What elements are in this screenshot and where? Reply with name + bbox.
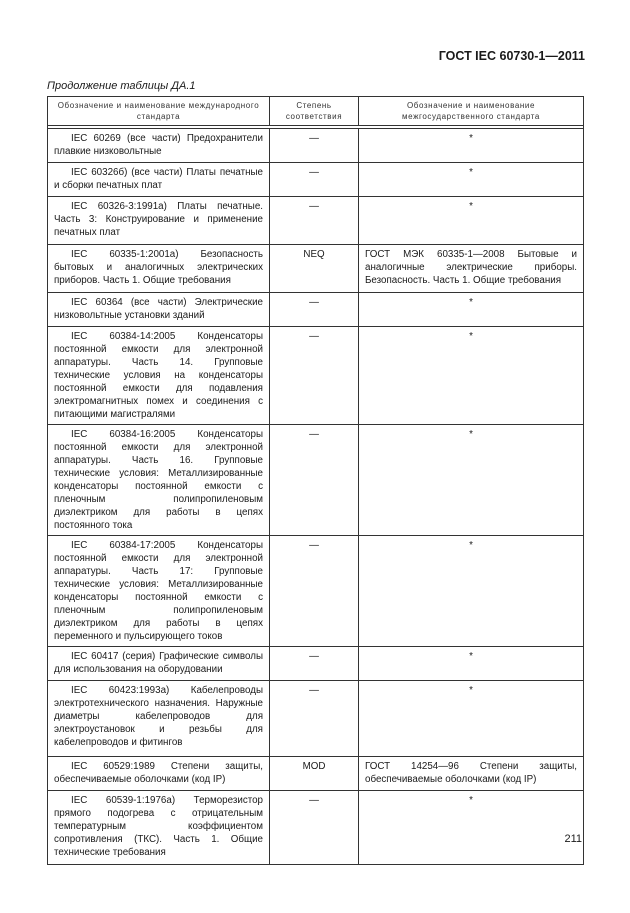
table-row bbox=[48, 536, 584, 647]
degree-of-conformity: — bbox=[270, 681, 359, 757]
table-header-row bbox=[48, 97, 584, 126]
interstate-standard: * bbox=[359, 536, 584, 647]
interstate-standard: * bbox=[359, 129, 584, 163]
degree-of-conformity: — bbox=[270, 425, 359, 536]
international-standard: IEC 60384-16:2005 Конденсаторы постоянной емкости для электронной аппаратуры. Часть 16. Групповые технические условия: Металлизированные конденсаторы постоянной емкости с пленочным полипропиленовым диэлектриком для работы в цепях постоянного тока bbox=[48, 425, 270, 536]
degree-of-conformity: MOD bbox=[270, 757, 359, 791]
degree-of-conformity: NEQ bbox=[270, 245, 359, 293]
document-id: ГОСТ IEC 60730-1—2011 bbox=[438, 49, 585, 63]
interstate-standard: ГОСТ 14254—96 Степени защиты, обеспечиваемые оболочками (код IP) bbox=[359, 757, 584, 791]
table-row bbox=[48, 293, 584, 327]
degree-of-conformity: — bbox=[270, 647, 359, 681]
standards-table bbox=[47, 96, 584, 865]
degree-of-conformity: — bbox=[270, 129, 359, 163]
page-number: 211 bbox=[564, 833, 582, 845]
international-standard: IEC 60384-14:2005 Конденсаторы постоянной емкости для электронной аппаратуры. Часть 14. Групповые технические условия на конденсаторы постоянной емкости для подавления электромагнитных помех и соединения с питающими магистралями bbox=[48, 327, 270, 425]
table-row bbox=[48, 245, 584, 293]
international-standard: IEC 60384-17:2005 Конденсаторы постоянной емкости для электронной аппаратуры. Часть 17: Групповые технические условия: Металлизированные конденсаторы постоянной емкости с пленочным полипропиленовым диэлектриком для работы в цепях переменного и пульсирующего токов bbox=[48, 536, 270, 647]
interstate-standard: * bbox=[359, 327, 584, 425]
international-standard: IEC 60364 (все части) Электрические низковольтные установки зданий bbox=[48, 293, 270, 327]
table-row bbox=[48, 791, 584, 865]
table-row bbox=[48, 163, 584, 197]
table-row bbox=[48, 425, 584, 536]
international-standard: IEC 60417 (серия) Графические символы для использования на оборудовании bbox=[48, 647, 270, 681]
international-standard: IEC 60529:1989 Степени защиты, обеспечиваемые оболочками (код IP) bbox=[48, 757, 270, 791]
international-standard: IEC 60269 (все части) Предохранители плавкие низковольтные bbox=[48, 129, 270, 163]
international-standard: IEC 60539-1:1976а) Терморезистор прямого подогрева с отрицательным температурным коэффициентом сопротивления (ТКС). Часть 1. Общие технические требования bbox=[48, 791, 270, 865]
degree-of-conformity: — bbox=[270, 327, 359, 425]
interstate-standard: * bbox=[359, 791, 584, 865]
interstate-standard: * bbox=[359, 647, 584, 681]
table-caption: Продолжение таблицы ДА.1 bbox=[47, 80, 196, 92]
interstate-standard: ГОСТ МЭК 60335-1—2008 Бытовые и аналогичные электрические приборы. Безопасность. Часть 1. Общие требования bbox=[359, 245, 584, 293]
international-standard: IEC 60326б) (все части) Платы печатные и сборки печатных плат bbox=[48, 163, 270, 197]
table-row bbox=[48, 197, 584, 245]
interstate-standard: * bbox=[359, 163, 584, 197]
col-header-degree: Степень соответствия bbox=[270, 97, 359, 126]
table-row bbox=[48, 757, 584, 791]
table-row bbox=[48, 129, 584, 163]
interstate-standard: * bbox=[359, 293, 584, 327]
international-standard: IEC 60423:1993а) Кабелепроводы электротехнического назначения. Наружные диаметры кабелепроводов для электроустановок и резьбы для кабелепроводов и фитингов bbox=[48, 681, 270, 757]
international-standard: IEC 60326-3:1991а) Платы печатные. Часть 3: Конструирование и применение печатных плат bbox=[48, 197, 270, 245]
degree-of-conformity: — bbox=[270, 163, 359, 197]
degree-of-conformity: — bbox=[270, 791, 359, 865]
table-row bbox=[48, 681, 584, 757]
table-row bbox=[48, 327, 584, 425]
table-row bbox=[48, 647, 584, 681]
interstate-standard: * bbox=[359, 425, 584, 536]
degree-of-conformity: — bbox=[270, 293, 359, 327]
international-standard: IEC 60335-1:2001а) Безопасность бытовых и аналогичных электрических приборов. Часть 1. Общие требования bbox=[48, 245, 270, 293]
col-header-interstate: Обозначение и наименование межгосударственного стандарта bbox=[359, 97, 584, 126]
interstate-standard: * bbox=[359, 197, 584, 245]
degree-of-conformity: — bbox=[270, 536, 359, 647]
degree-of-conformity: — bbox=[270, 197, 359, 245]
col-header-international: Обозначение и наименование международного стандарта bbox=[48, 97, 270, 126]
interstate-standard: * bbox=[359, 681, 584, 757]
